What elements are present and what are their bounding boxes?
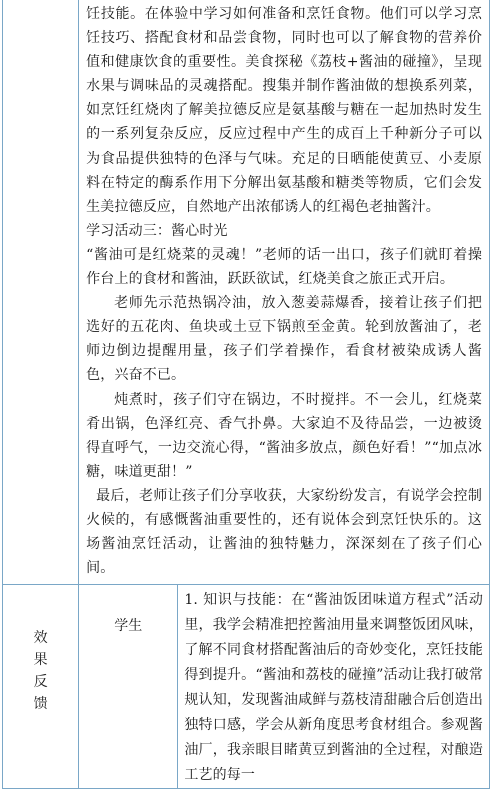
feedback-header-char: 效 xyxy=(33,630,48,647)
stewing-paragraph: 炖煮时，孩子们守在锅边，不时搅拌。不一会儿，红烧菜肴出锅，色泽红亮、香气扑鼻。大家迫不及待品尝，一边被烫得直呼气，一边交流心得，“酱油多放点，颜色好看！”“加点冰糖，味道更甜！” xyxy=(86,391,482,480)
feedback-header-char: 馈 xyxy=(33,696,48,713)
left-empty-cell xyxy=(3,0,79,585)
cooking-intro-paragraph: 饪技能。在体验中学习如何准备和烹饪食物。他们可以学习烹饪技巧、搭配食材和品尝食物，同时也可以了解食物的营养价值和健康饮食的重要性。美食探秘《荔枝+酱油的碰撞》，呈现水果与调味品的灵魂搭配。搜集并制作酱油做的想换系列菜，如烹饪红烧肉了解美拉德反应是氨基酸与糖在一起加热时发生的一系列复杂反应，反应过程中产生的成百上千种新分子可以为食品提供独特的色泽与气味。充足的日晒能使黄豆、小麦原料在特定的酶系作用下分解出氨基酸和糖类等物质，它们会发生美拉德反应，自然地产出浓郁诱人的红褐色老抽酱汁。 xyxy=(86,6,482,215)
feedback-header-char: 果 xyxy=(33,652,48,669)
feedback-header xyxy=(3,585,78,715)
student-feedback-text: 1. 知识与技能：在“酱油饭团味道方程式”活动里，我学会精准把控酱油用量来调整饭团风味，了解不同食材搭配酱油后的奇妙变化，烹饪技能得到提升。“酱油和荔枝的碰撞”活动让我打破常规认知，发现酱油咸鲜与荔枝清甜融合后创造出独特口感，学会从新角度思考食材组合。参观酱油厂，我亲眼目睹黄豆到酱油的全过程，对酿造工艺的每一 xyxy=(184,592,483,784)
activity-three-heading: 学习活动三：酱心时光 xyxy=(86,222,228,239)
feedback-content-cell xyxy=(178,585,490,789)
summary-paragraph: 最后，老师让孩子们分享收获，大家纷纷发言，有说学会控制火候的，有感慨酱油重要性的，还有说体会到烹饪快乐的。这场酱油烹饪活动，让酱油的独特魅力，深深刻在了孩子们心间。 xyxy=(86,487,482,577)
teacher-quote-paragraph: “酱油可是红烧菜的灵魂！”老师的话一出口，孩子们就盯着操作台上的食材和酱油，跃跃欲试，红烧美食之旅正式开启。 xyxy=(86,246,482,288)
activity-description-cell xyxy=(79,0,490,585)
feedback-header-cell xyxy=(3,585,79,789)
feedback-header-char: 反 xyxy=(33,674,48,691)
role-label: 学生 xyxy=(114,618,143,635)
lesson-table xyxy=(2,0,490,789)
demo-paragraph: 老师先示范热锅冷油，放入葱姜蒜爆香，接着让孩子们把选好的五花肉、鱼块或土豆下锅煎至金黄。轮到放酱油了，老师边倒边提醒用量，孩子们学着操作，看食材被染成诱人酱色，兴奋不已。 xyxy=(86,295,482,384)
role-cell xyxy=(79,585,178,789)
